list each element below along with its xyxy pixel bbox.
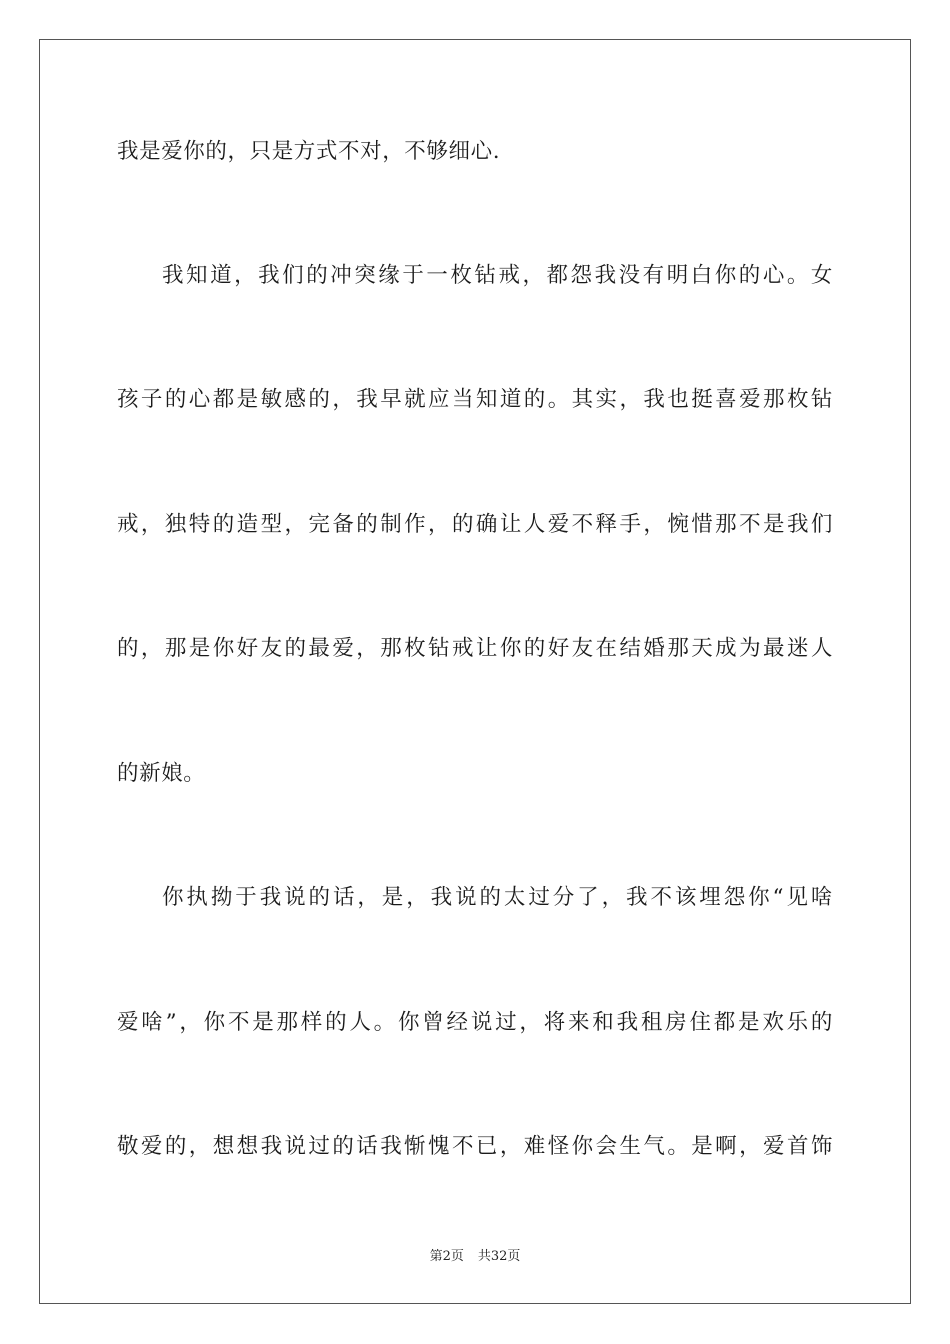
text-line-8: 爱啥”，你不是那样的人。你曾经说过，将来和我租房住都是欢乐的 <box>117 1010 833 1035</box>
text-line-6: 的新娘。 <box>117 761 206 786</box>
text-line-1: 我是爱你的，只是方式不对，不够细心. <box>117 139 501 164</box>
text-line-9: 敬爱的，想想我说过的话我惭愧不已，难怪你会生气。是啊，爱首饰 <box>117 1134 833 1159</box>
text-line-3: 孩子的心都是敏感的，我早就应当知道的。其实，我也挺喜爱那枚钻 <box>117 387 833 412</box>
text-line-2: 我知道，我们的冲突缘于一枚钻戒，都怨我没有明白你的心。女 <box>162 263 833 288</box>
text-line-7: 你执拗于我说的话，是，我说的太过分了，我不该埋怨你“见啥 <box>162 885 833 910</box>
page-total: 共32页 <box>477 1249 521 1264</box>
text-line-5: 的，那是你好友的最爱，那枚钻戒让你的好友在结婚那天成为最迷人 <box>117 636 833 661</box>
page-number: 第2页 <box>429 1249 464 1264</box>
text-line-4: 戒，独特的造型，完备的制作，的确让人爱不释手，惋惜那不是我们 <box>117 512 833 537</box>
page-footer <box>0 1248 950 1266</box>
page-border <box>39 39 911 1304</box>
